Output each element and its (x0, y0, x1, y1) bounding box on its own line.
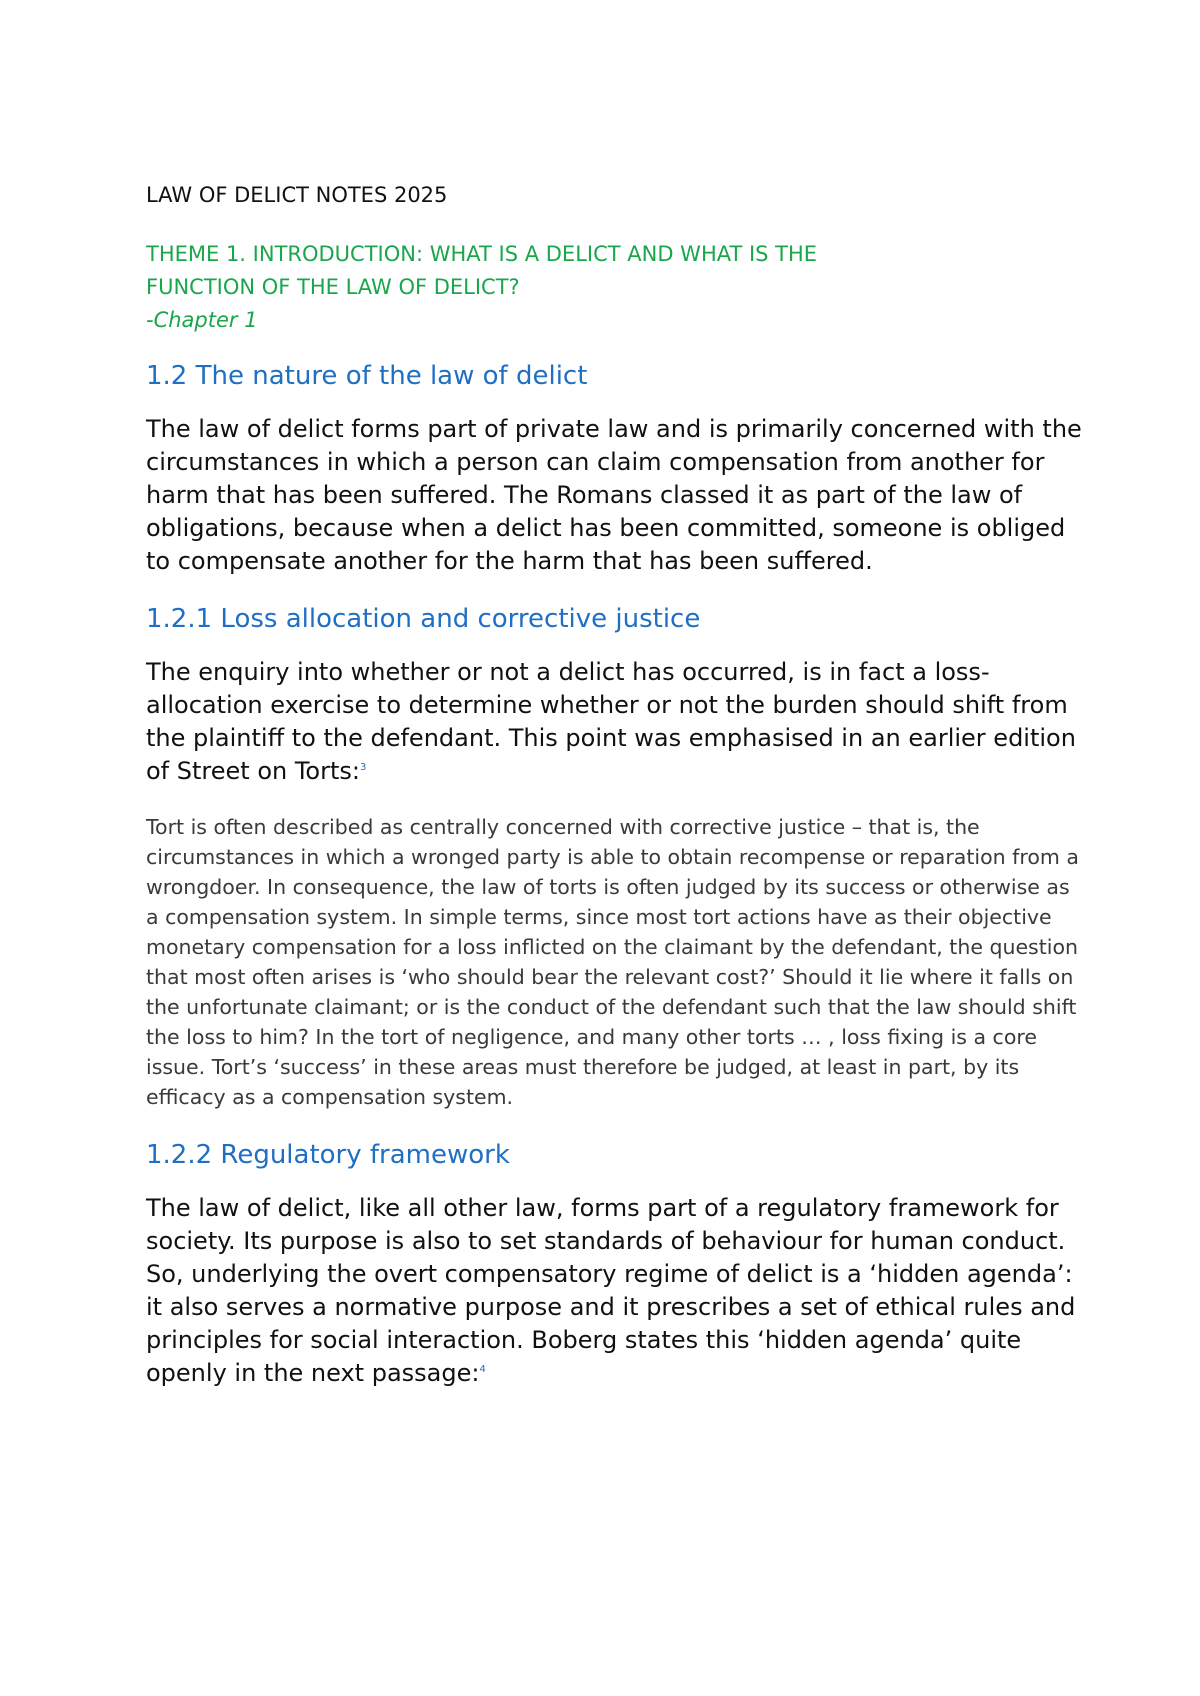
street-on-torts-quote: Tort is often described as centrally concerned with corrective justice – that is, the circumstances in which a wronged party is able to obtain recompense or reparation from a wrongdoer. In consequence, the law of torts is often judged by its success or otherwise as a compensation system. In simple terms, since most tort actions have as their objective monetary compensation for a loss inflicted on the claimant by the defendant, the question that most often arises is ‘who should bear the relevant cost?’ Should it lie where it falls on the unfortunate claimant; or is the conduct of the defendant such that the law should shift the loss to him? In the tort of negligence, and many other torts … , loss fixing is a core issue. Tort’s ‘success’ in these areas must therefore be judged, at least in part, by its efficacy as a compensation system. (146, 815, 1079, 1109)
section-paragraph-loss-allocation (146, 656, 1086, 788)
loss-paragraph-text: The enquiry into whether or not a delict has occurred, is in fact a loss-allocation exercise to determine whether or not the burden should shift from the plaintiff to the defendant. This point was emphasised in an earlier edition of Street on Torts: (146, 658, 1076, 785)
theme-line-1: THEME 1. INTRODUCTION: WHAT IS A DELICT AND WHAT IS THE (146, 242, 818, 266)
document-title: LAW OF DELICT NOTES 2025 (146, 183, 448, 207)
footnote-reference-4[interactable]: 4 (479, 1364, 486, 1375)
theme-chapter: -Chapter 1 (146, 308, 258, 332)
regulatory-paragraph-text: The law of delict, like all other law, forms part of a regulatory framework for society. Its purpose is also to set standards of behaviour for human conduct. So, underlying the overt compensatory regime of delict is a ‘hidden agenda’: it also serves a normative purpose and it prescribes a set of ethical rules and principles for social interaction. Boberg states this ‘hidden agenda’ quite openly in the next passage: (146, 1194, 1076, 1387)
section-paragraph-regulatory (146, 1192, 1086, 1390)
footnote-reference-3[interactable]: 3 (359, 762, 367, 773)
theme-heading (146, 238, 1086, 337)
document-page (146, 170, 1086, 1390)
section-heading-regulatory: 1.2.2 Regulatory framework (146, 1140, 510, 1170)
theme-line-2: FUNCTION OF THE LAW OF DELICT? (146, 275, 520, 299)
section-paragraph-nature: The law of delict forms part of private law and is primarily concerned with the circumstances in which a person can claim compensation from another for harm that has been suffered. The Romans classed it as part of the law of obligations, because when a delict has been committed, someone is obliged to compensate another for the harm that has been suffered. (146, 415, 1082, 575)
section-heading-loss-allocation: 1.2.1 Loss allocation and corrective justice (146, 604, 701, 634)
section-heading-nature: 1.2 The nature of the law of delict (146, 361, 588, 391)
